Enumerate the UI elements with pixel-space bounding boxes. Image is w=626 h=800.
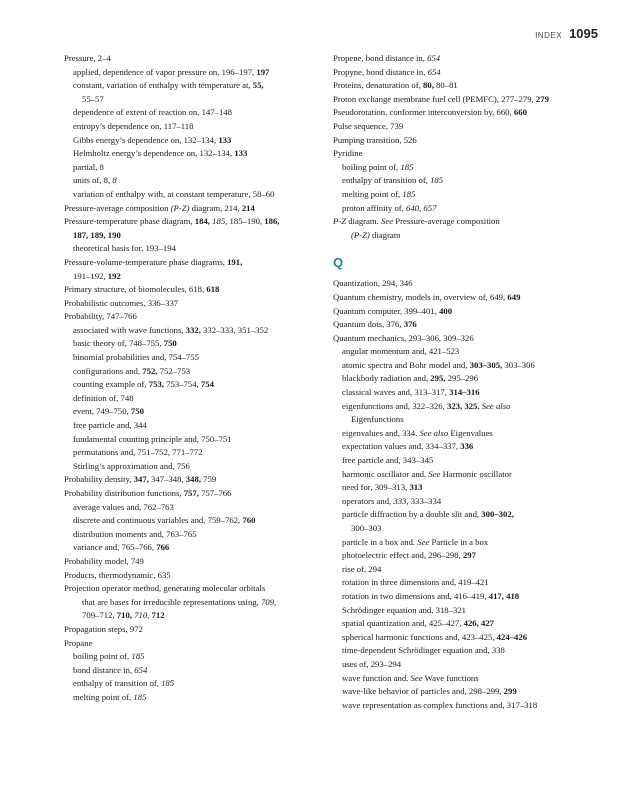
index-entry (64, 487, 320, 501)
index-entry (333, 215, 595, 229)
index-subentry (333, 229, 595, 243)
entry-text: theoretical basis for, 193–194 (73, 243, 176, 254)
index-entry (64, 297, 320, 311)
index-subentry (64, 242, 320, 256)
index-subentry (64, 66, 320, 80)
entry-text: 185 (430, 175, 444, 186)
index-subentry (64, 528, 320, 542)
entry-text: 185 (131, 651, 145, 662)
index-entry (333, 120, 595, 134)
entry-text: Quantum mechanics, 293–306, 309–326 (333, 332, 474, 343)
entry-text: 757, (183, 488, 199, 498)
entry-text: enthalpy of transition of, (342, 175, 431, 186)
index-entry (333, 106, 595, 120)
index-subentry (333, 454, 595, 468)
entry-text: eigenfunctions and, 322–326, (342, 400, 447, 411)
entry-text: 279 (535, 93, 549, 104)
index-entry (333, 93, 595, 107)
index-subentry (333, 644, 595, 658)
index-subentry (64, 419, 320, 433)
entry-text: 654 (427, 66, 441, 77)
entry-text: 323, 325. (446, 400, 480, 411)
entry-text: counting example of, (73, 379, 149, 390)
entry-text: diagram (369, 229, 401, 240)
entry-text: 187, 189, 190 (73, 229, 121, 240)
entry-text: average values and, 762–763 (73, 501, 174, 512)
entry-text: 760 (242, 515, 256, 526)
entry-text: 197 (256, 66, 270, 77)
index-entry (333, 318, 595, 332)
index-subentry (64, 188, 320, 202)
index-subentry (64, 324, 320, 338)
entry-text: spherical harmonic functions and, 423–425, (342, 631, 497, 642)
running-header (535, 26, 598, 41)
index-subentry (333, 685, 595, 699)
index-subentry (333, 359, 595, 373)
entry-text: Stirling’s approximation and, 756 (73, 460, 190, 471)
index-subentry (64, 677, 320, 691)
entry-text: enthalpy of transition of, (73, 678, 162, 689)
entry-text: 303–306 (502, 359, 535, 370)
entry-text: (P-Z) (170, 202, 190, 213)
index-subentry (64, 609, 320, 623)
index-subentry (64, 93, 320, 107)
entry-text: Particle in a box (429, 536, 489, 547)
entry-text: boiling point of, (342, 161, 401, 172)
entry-text: harmonic oscillator and. (342, 468, 429, 479)
index-subentry (333, 202, 595, 216)
index-entry (333, 134, 595, 148)
entry-text: 712 (151, 610, 165, 621)
entry-text: operators and, (342, 495, 394, 506)
index-column-left (64, 52, 320, 705)
index-subentry (333, 161, 595, 175)
entry-text: 752–753 (157, 365, 191, 376)
index-column-right (333, 52, 595, 712)
index-subentry (64, 351, 320, 365)
index-subentry (333, 699, 595, 713)
entry-text: blackbody radiation and, (342, 373, 431, 384)
index-entry (64, 256, 320, 270)
entry-text: 300–303 (351, 523, 382, 533)
entry-text: 333, (393, 495, 409, 506)
entry-text: Products, thermodynamic, 635 (64, 569, 171, 580)
entry-text: 55–57 (82, 93, 104, 104)
entry-text: dependence of extent of reaction on, 147–148 (73, 107, 232, 118)
entry-text: Quantum chemistry, models in, overview of, 649, (333, 291, 508, 302)
index-entry (64, 637, 320, 651)
index-subentry (64, 174, 320, 188)
index-entry (64, 582, 320, 596)
index-subentry (333, 549, 595, 563)
index-subentry (333, 617, 595, 631)
entry-text: units of, 8, (73, 175, 113, 186)
entry-text: event, 749–750, (73, 406, 131, 417)
entry-text: melting point of, (342, 188, 403, 199)
page-number: 1095 (569, 26, 598, 41)
entry-text: Quantum computer, 399–401, (333, 305, 440, 316)
entry-text: Pyridine (333, 148, 363, 159)
index-subentry (333, 672, 595, 686)
index-subentry (64, 134, 320, 148)
entry-text: fundamental counting principle and, 750–751 (73, 433, 232, 444)
index-entry (333, 291, 595, 305)
entry-text: constant, variation of enthalpy with temperature at, (73, 80, 253, 91)
index-subentry (333, 522, 595, 536)
entry-text: Pressure-average composition (393, 216, 500, 227)
entry-text: atomic spectra and Bohr model and, (342, 359, 470, 370)
entry-text: 133 (234, 148, 248, 159)
entry-text: Proton exchange membrane fuel cell (PEMFC), 277–279, (333, 93, 536, 104)
entry-text: 185 (402, 188, 416, 199)
entry-text: See also (419, 427, 449, 438)
entry-text: classical waves and, 313–317, (342, 387, 450, 398)
entry-text: 313 (409, 482, 423, 493)
entry-text: 80–81 (433, 80, 458, 91)
entry-text: photoelectric effect and, 296–298, (342, 550, 463, 561)
index-subentry (333, 536, 595, 550)
entry-text: See (428, 468, 441, 479)
entry-text: 654 (427, 53, 441, 63)
entry-text: 654 (134, 664, 148, 675)
entry-text: 185 (133, 691, 147, 702)
entry-text: 191–192, (73, 270, 108, 281)
entry-text: 376 (403, 319, 417, 330)
entry-text: 753, (148, 379, 164, 390)
index-entry (64, 202, 320, 216)
entry-text: 753–754, (163, 379, 201, 390)
entry-text: permutations and, 751–752, 771–772 (73, 447, 203, 458)
entry-text: variance and, 765–766, (73, 542, 157, 553)
entry-text: expectation values and, 334–337, (342, 441, 461, 452)
index-entry (64, 473, 320, 487)
entry-text: Propyne, bond distance in, (333, 66, 428, 77)
entry-text: bond distance in, (73, 664, 135, 675)
entry-text: Schrödinger equation and, 318–321 (342, 604, 467, 615)
entry-text: 295–296 (445, 373, 479, 384)
entry-text: eigenvalues and, 334. (342, 427, 420, 438)
index-subentry (64, 229, 320, 243)
index-subentry (333, 563, 595, 577)
entry-text: boiling point of, (73, 651, 132, 662)
entry-text: Pressure, 2–4 (64, 53, 111, 63)
index-subentry (64, 270, 320, 284)
index-entry (64, 555, 320, 569)
entry-text: 185–190, (227, 216, 265, 227)
entry-text: binomial probabilities and, 754–755 (73, 352, 199, 363)
index-subentry (333, 468, 595, 482)
entry-text: 400 (439, 305, 453, 316)
index-entry (333, 147, 595, 161)
entry-text: Pumping transition, 526 (333, 134, 417, 145)
entry-text: variation of enthalpy with, at constant temperature, 58–60 (73, 188, 275, 199)
entry-text: Helmholtz energy’s dependence on, 132–134, (73, 148, 235, 159)
entry-text: 710, (116, 610, 132, 621)
index-subentry (64, 79, 320, 93)
entry-text: 299 (503, 686, 517, 697)
entry-text: diagram. (346, 216, 382, 227)
index-subentry (333, 631, 595, 645)
index-subentry (333, 481, 595, 495)
entry-text: Propagation steps, 972 (64, 623, 143, 634)
index-subentry (333, 495, 595, 509)
entry-text: 191, (227, 256, 243, 267)
entry-text: Wave functions (422, 672, 479, 683)
entry-text: Projection operator method, generating molecular orbitals (64, 583, 266, 594)
entry-text: 709, (261, 596, 277, 607)
index-subentry (333, 604, 595, 618)
index-subentry (64, 147, 320, 161)
entry-text: Gibbs energy’s dependence on, 132–134, (73, 134, 219, 145)
index-subentry (333, 576, 595, 590)
entry-text: P-Z (333, 216, 347, 227)
entry-text: 649 (507, 291, 521, 302)
index-entry (333, 332, 595, 346)
entry-text: 295, (430, 373, 446, 384)
index-subentry (333, 440, 595, 454)
index-subentry (64, 664, 320, 678)
entry-text: Quantum dots, 376, (333, 319, 404, 330)
entry-text: 186, (264, 216, 280, 227)
index-subentry (64, 337, 320, 351)
entry-text: Propene, bond distance in, (333, 53, 428, 63)
entry-text: particle diffraction by a double slit and, (342, 509, 482, 520)
entry-text: Pressure-volume-temperature phase diagrams, (64, 256, 228, 267)
entry-text: 303–305, (469, 359, 503, 370)
entry-text: discrete and continuous variables and, 759–762, (73, 515, 243, 526)
entry-text: 347–348, (148, 474, 186, 485)
index-subentry (64, 378, 320, 392)
entry-text: 417, 418 (488, 590, 520, 601)
entry-text: Eigenvalues (448, 427, 493, 438)
entry-text: 347, (133, 474, 149, 485)
index-entry (333, 66, 595, 80)
index-subentry (64, 405, 320, 419)
entry-text: See also (481, 400, 511, 411)
entry-text: free particle and, 343–345 (342, 455, 434, 466)
entry-text: wave function and. (342, 672, 411, 683)
entry-text: Harmonic oscillator (440, 468, 512, 479)
index-entry (333, 52, 595, 66)
entry-text: free particle and, 344 (73, 420, 147, 431)
entry-text: entropy’s dependence on, 117–118 (73, 120, 194, 131)
entry-text: 8 (112, 175, 117, 186)
index-subentry (333, 372, 595, 386)
index-subentry (64, 541, 320, 555)
entry-text: partial, 8 (73, 161, 104, 172)
entry-text: proton affinity of, (342, 202, 407, 213)
index-subentry (333, 174, 595, 188)
entry-text: Pulse sequence, 739 (333, 120, 404, 131)
entry-text: 640, 657 (406, 202, 437, 213)
entry-text: 759 (200, 474, 217, 485)
entry-text: 184, (194, 216, 210, 227)
entry-text: (P-Z) (351, 229, 370, 240)
section-letter-heading: Q (333, 255, 344, 271)
entry-text: See (381, 216, 394, 227)
index-subentry (333, 413, 595, 427)
index-subentry (333, 345, 595, 359)
index-subentry (64, 514, 320, 528)
entry-text: particle in a box and. (342, 536, 418, 547)
index-subentry (64, 106, 320, 120)
entry-text: time-dependent Schrödinger equation and, 338 (342, 645, 505, 656)
entry-text: 55, (252, 80, 264, 91)
entry-text: 766 (156, 542, 170, 553)
entry-text: 80, (423, 80, 434, 91)
entry-text: associated with wave functions, (73, 324, 186, 335)
entry-text: Probability, 747–766 (64, 311, 137, 322)
entry-text: Probability distribution functions, (64, 488, 184, 498)
entry-text: spatial quantization and, 425–427, (342, 618, 464, 629)
index-subentry (64, 460, 320, 474)
entry-text: configurations and, (73, 365, 143, 376)
entry-text: 336 (460, 441, 474, 452)
entry-text: 185 (400, 161, 414, 172)
index-entry (64, 215, 320, 229)
entry-text: angular momentum and, 421–523 (342, 346, 460, 357)
entry-text: 618 (206, 284, 220, 295)
entry-text: 300–302, (481, 509, 514, 520)
entry-text: 754 (200, 379, 214, 390)
entry-text: Pressure-average composition (64, 202, 171, 213)
index-entry (333, 277, 595, 291)
entry-text: rotation in two dimensions and, 416–419, (342, 590, 489, 601)
entry-text: 214 (241, 202, 255, 213)
index-subentry (64, 365, 320, 379)
entry-text: 710, (134, 610, 150, 621)
entry-text: Pressure-temperature phase diagram, (64, 216, 195, 227)
entry-text: Probability model, 749 (64, 555, 144, 566)
entry-text: 185, (212, 216, 228, 227)
entry-text: Pseudorotation, conformer interconversion by, 660, (333, 107, 514, 118)
entry-text: 750 (163, 338, 177, 349)
entry-text: 348, (185, 474, 201, 485)
entry-text: distribution moments and, 763–765 (73, 528, 197, 539)
entry-text: Propane (64, 637, 93, 648)
entry-text: See (417, 536, 430, 547)
entry-text: melting point of, (73, 691, 134, 702)
entry-text: wave-like behavior of particles and, 298–299, (342, 686, 504, 697)
entry-text: 750 (130, 406, 144, 417)
index-subentry (64, 392, 320, 406)
index-entry (333, 79, 595, 93)
index-entry (64, 310, 320, 324)
entry-text: 424–426 (496, 631, 528, 642)
index-subentry (333, 590, 595, 604)
index-entry (64, 569, 320, 583)
entry-text: 332, (185, 324, 201, 335)
index-entry (64, 623, 320, 637)
entry-text: 660 (513, 107, 527, 118)
index-subentry (64, 691, 320, 705)
entry-text: rise of, 294 (342, 563, 382, 574)
index-subentry (64, 596, 320, 610)
entry-text: See (410, 672, 423, 683)
entry-text: rotation in three dimensions and, 419–421 (342, 577, 489, 588)
entry-text: 757–766 (198, 488, 232, 498)
entry-text: Probabilistic outcomes, 336–337 (64, 297, 179, 308)
entry-text: Quantization, 294, 346 (333, 278, 413, 289)
index-subentry (64, 120, 320, 134)
index-subentry (64, 650, 320, 664)
entry-text: that are bases for irreducible representations using, (82, 596, 261, 607)
index-subentry (333, 400, 595, 414)
index-subentry (333, 658, 595, 672)
index-subentry (64, 446, 320, 460)
index-entry (64, 52, 320, 66)
entry-text: wave representation as complex functions and, 317–318 (342, 699, 538, 710)
index-subentry (64, 501, 320, 515)
entry-text: 297 (462, 550, 476, 561)
index-subentry (64, 433, 320, 447)
entry-text: Eigenfunctions (351, 414, 404, 425)
entry-text: basic theory of, 748–755, (73, 338, 164, 349)
entry-text: 133 (218, 134, 232, 145)
entry-text: definition of, 748 (73, 392, 134, 403)
entry-text: need for, 309–313, (342, 482, 410, 493)
index-subentry (64, 161, 320, 175)
index-subentry (333, 508, 595, 522)
entry-text: 314–316 (449, 387, 480, 398)
entry-text: 332–333, 351–352 (200, 324, 269, 335)
entry-text: 333–334 (408, 495, 442, 506)
entry-text: 709–712, (82, 610, 117, 621)
entry-text: applied, dependence of vapor pressure on, 196–197, (73, 66, 257, 77)
entry-text: 752, (142, 365, 158, 376)
index-subentry (333, 427, 595, 441)
index-subentry (333, 188, 595, 202)
entry-text: Primary structure, of biomolecules, 618, (64, 284, 207, 295)
index-entry (64, 283, 320, 297)
entry-text: 426, 427 (463, 618, 495, 629)
index-subentry (333, 386, 595, 400)
entry-text: Proteins, denaturation of, (333, 80, 423, 91)
entry-text: uses of, 293–294 (342, 658, 402, 669)
entry-text: 185 (161, 678, 175, 689)
entry-text: Probability density, (64, 474, 134, 485)
entry-text: diagram, 214, (189, 202, 242, 213)
entry-text: 192 (107, 270, 121, 281)
index-entry (333, 305, 595, 319)
header-label: INDEX (535, 31, 563, 40)
